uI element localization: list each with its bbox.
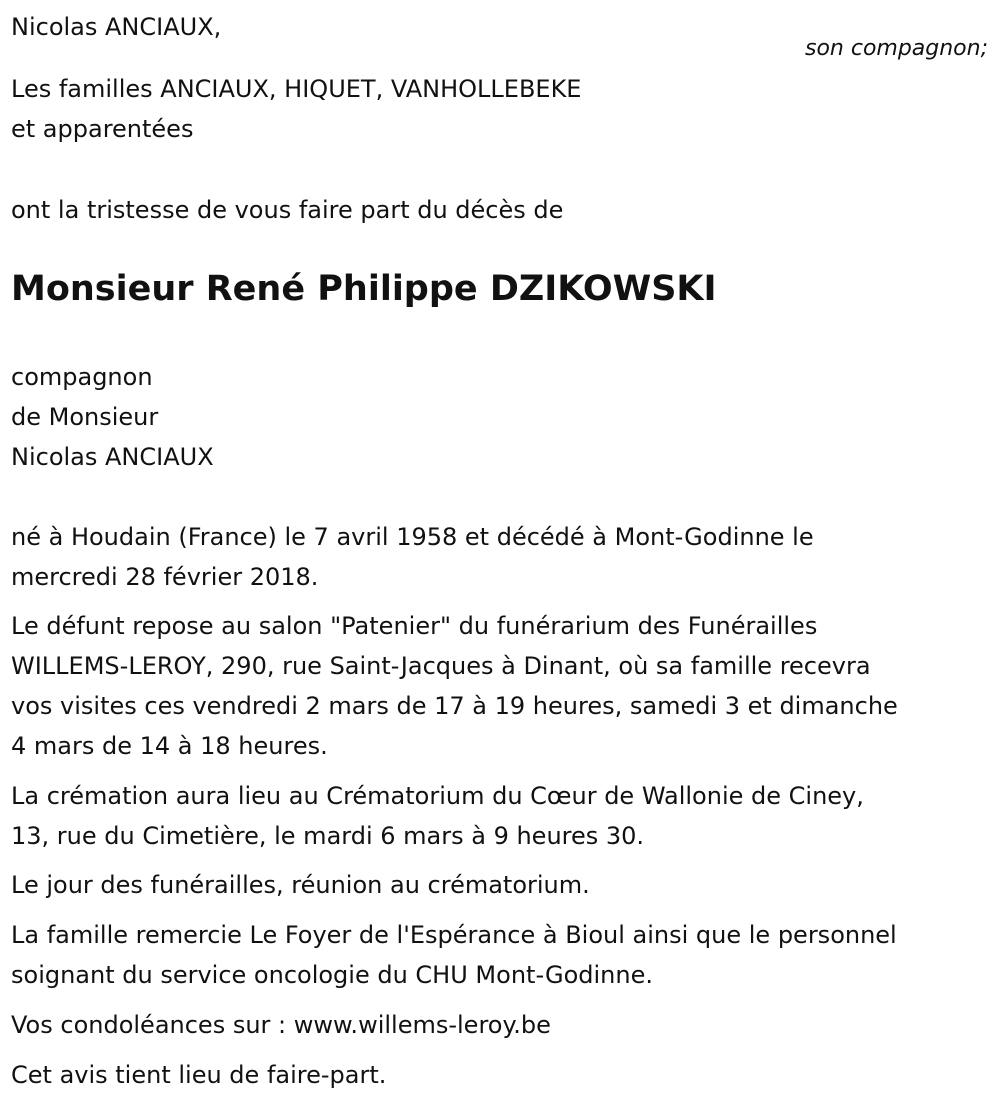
viewing-line-3: vos visites ces vendredi 2 mars de 17 à 19 heures, samedi 3 et dimanche — [11, 692, 898, 720]
families-line-2: et apparentées — [11, 115, 194, 143]
relation-line-2: de Monsieur — [11, 403, 159, 431]
deceased-name: Monsieur René Philippe DZIKOWSKI — [11, 269, 717, 309]
thanks-line-1: La famille remercie Le Foyer de l'Espérance à Bioul ainsi que le personnel — [11, 921, 897, 949]
companion-name: Nicolas ANCIAUX, — [11, 13, 222, 41]
companion-role: son compagnon; — [804, 36, 988, 61]
viewing-line-2: WILLEMS-LEROY, 290, rue Saint-Jacques à Dinant, où sa famille recevra — [11, 652, 871, 680]
cremation-line-2: 13, rue du Cimetière, le mardi 6 mars à 9 heures 30. — [11, 822, 645, 850]
birth-death-line-2: mercredi 28 février 2018. — [11, 563, 319, 591]
viewing-line-4: 4 mars de 14 à 18 heures. — [11, 732, 328, 760]
thanks-line-2: soignant du service oncologie du CHU Mont-Godinne. — [11, 961, 653, 989]
families-line-1: Les familles ANCIAUX, HIQUET, VANHOLLEBEKE — [11, 75, 582, 103]
meeting-text: Le jour des funérailles, réunion au crématorium. — [11, 871, 590, 899]
birth-death-line-1: né à Houdain (France) le 7 avril 1958 et décédé à Mont-Godinne le — [11, 523, 814, 551]
condolences-text: Vos condoléances sur : www.willems-leroy.be — [11, 1011, 551, 1039]
viewing-line-1: Le défunt repose au salon "Patenier" du funérarium des Funérailles — [11, 612, 818, 640]
cremation-line-1: La crémation aura lieu au Crématorium du Cœur de Wallonie de Ciney, — [11, 782, 864, 810]
notice-text: Cet avis tient lieu de faire-part. — [11, 1061, 387, 1089]
announcement-text: ont la tristesse de vous faire part du décès de — [11, 196, 564, 224]
relation-line-1: compagnon — [11, 363, 153, 391]
relation-line-3: Nicolas ANCIAUX — [11, 443, 214, 471]
